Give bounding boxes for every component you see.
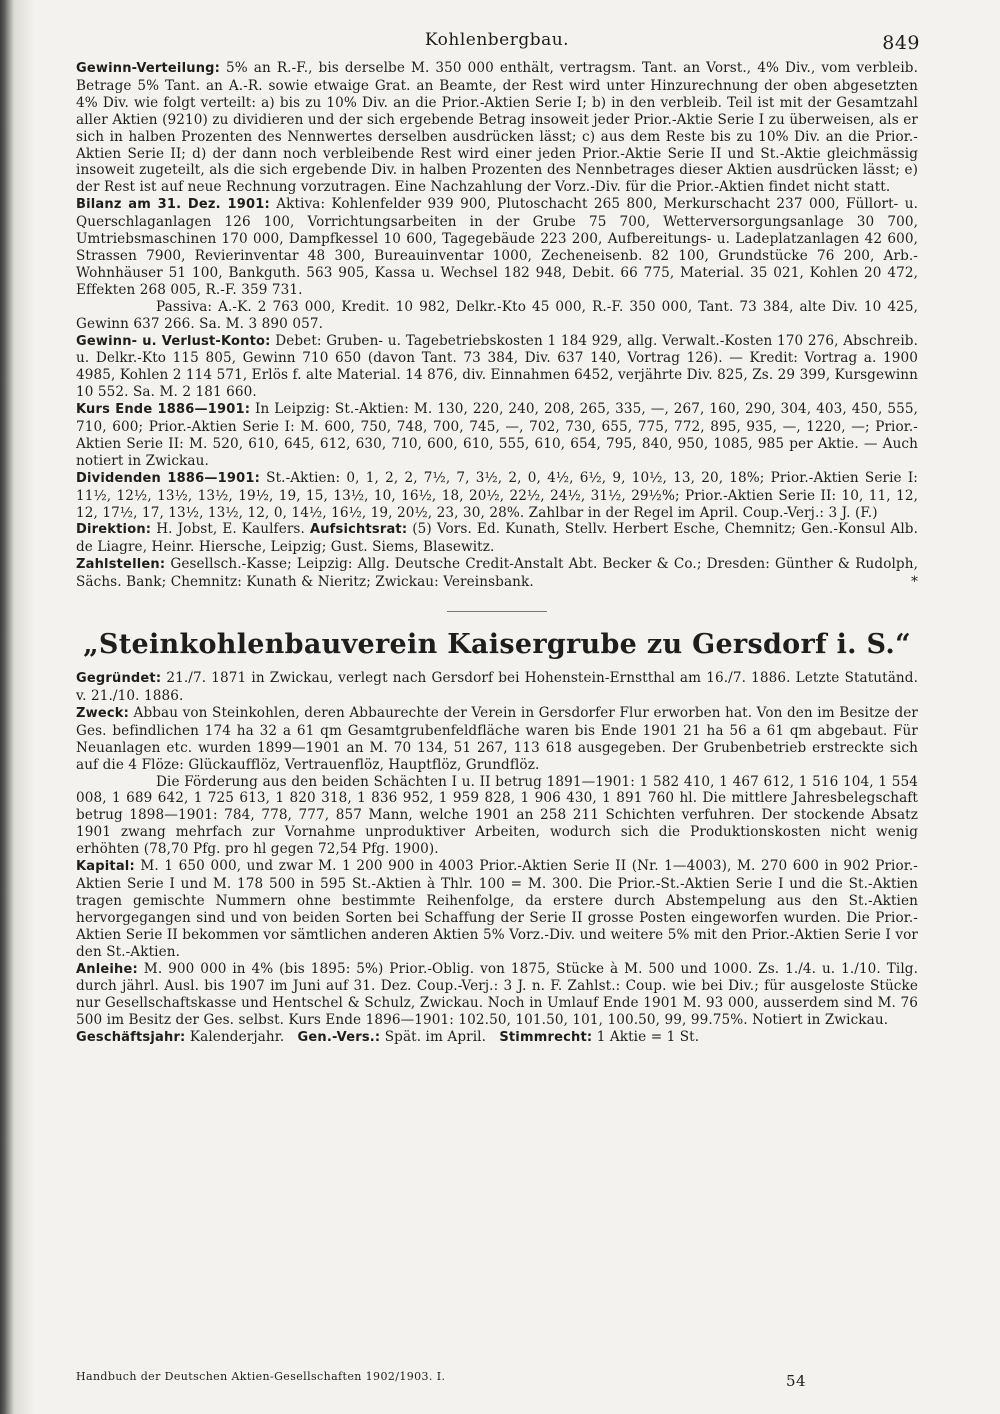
foerderung-text: Die Förderung aus den beiden Schächten I u. II betrug 1891—1901: 1 582 410, 1 467 612, 1 516 104, 1 554 008, 1 689 642, 1 725 613, 1 820 318, 1 836 952, 1 959 828, 1 906 430, 1 891 760 hl. Die mittlere Jahresbelegschaft betrug 1898—1901: 784, 778, 777, 857 Mann, welche 1901 an 258 211 Schichten verfuhren. Der stockende Absatz 1901 zwang mehrfach zur Vornahme unproduktiver Arbeiten, wodurch sich die Produktionskosten nicht wenig erhöhten (78,70 Pfg. pro hl gegen 72,54 Pfg. 1900). <box>76 773 918 858</box>
gegruendet-text: 21./7. 1871 in Zwickau, verlegt nach Gersdorf bei Hohenstein-Ernstthal am 16./7. 1886. Letzte Statutänd. v. 21./10. 1886. <box>76 670 919 704</box>
gewinn-verteilung-label: Gewinn-Verteilung: <box>76 61 221 76</box>
gewinn-verlust-text: Debet: Gruben- u. Tagebetriebskosten 1 184 929, allg. Verwalt.-Kosten 170 276, Abschreib. u. Delkr.-Kto 115 805, Gewinn 710 650 (davon Tant. 73 384, Div. 637 140, Vortrag 126). — Kredit: Vortrag a. 1900 4985, Kohlen 2 114 571, Erlös f. alte Material. 14 876, div. Einnahmen 6452, verjährte Div. 825, Zs. 29 399, Kursgewinn 10 552. Sa. M. 2 181 660. <box>76 332 918 401</box>
zahlstellen-entry <box>76 556 918 591</box>
geschaeftsjahr-label: Geschäftsjahr: <box>76 1030 186 1046</box>
gewinn-verlust-entry <box>76 333 918 402</box>
gewinn-verteilung-text: 5% an R.-F., bis derselbe M. 350 000 enthält, vertragsm. Tant. an Vorst., 4% Div., vom verbleib. Betrage 5% Tant. an A.-R. sowie etwaige Grat. an Beamte, der Rest wird unter Hinzurechnung der oben abgesetzten 4% Div. wie folgt verteilt: a) bis zu 10% Div. an die Prior.-Aktien Serie I; b) in den verbleib. Teil ist mit der Gesamtzahl aller Aktien (9210) zu dividieren und der sich ergebende Betrag insoweit jeder Prior.-Aktie Serie I zu überweisen, als er sich in halben Prozenten des Nennwertes derselben ausdrücken lässt; c) aus dem Reste bis zu 10% Div. an die Prior.-Aktien Serie II; d) der dann noch verbleibende Rest wird einer jeden Prior.-Aktie Serie II und St.-Aktie gleichmässig insoweit zugeteilt, als die sich ergebende Div. in halben Prozenten des Nennbetrages dieser Aktien ausdrücken lässt; e) der Rest ist auf neue Rechnung vorzutragen. Eine Nachzahlung der Vorz.-Div. für die Prior.-Aktien findet nicht statt. <box>76 60 918 196</box>
kapital-text: M. 1 650 000, und zwar M. 1 200 900 in 4003 Prior.-Aktien Serie II (Nr. 1—4003), M. 270 600 in 902 Prior.-Aktien Serie I und M. 178 500 in 595 St.-Aktien à Thlr. 100 = M. 300. Die Prior.-St.-Aktien Serie I und die St.-Aktien tragen gemischte Nummern ohne bestimmte Reihenfolge, da erstere durch Abstempelung aus den St.-Aktien hervorgegangen sind und von beiden Sorten bei Schaffung der Serie II grosse Posten eingeworfen wurden. Die Prior.-Aktien Serie II bekommen vor sämtlichen anderen Aktien 5% Vorz.-Div. und weitere 5% mit den Prior.-Aktien Serie I vor den St.-Aktien. <box>76 858 918 960</box>
anleihe-text: M. 900 000 in 4% (bis 1895: 5%) Prior.-Oblig. von 1875, Stücke à M. 500 und 1000. Zs. 1./4. u. 1./10. Tilg. durch jährl. Ausl. bis 1907 im Juni auf 31. Dez. Coup.-Verj.: 3 J. n. F. Zahlst.: Coup. wie bei Div.; für ausgeloste Stücke nur Gesellschaftskasse und Hentschel & Schulz, Zwickau. Noch in Umlauf Ende 1901 M. 93 000, ausserdem sind M. 76 500 im Besitz der Ges. selbst. Kurs Ende 1896—1901: 102.50, 101.50, 101, 100.50, 99, 99.75%. Notiert in Zwickau. <box>76 960 919 1029</box>
page-header <box>76 30 918 60</box>
aufsichtsrat-text: (5) Vors. Ed. Kunath, Stellv. Herbert Esche, Chemnitz; Gen.-Konsul Alb. de Liagre, Heinr. Hiersche, Leipzig; Gust. Siems, Blasewitz. <box>76 521 919 556</box>
gen-vers-text: Spät. im April. <box>384 1029 487 1046</box>
zweck-entry <box>76 705 918 774</box>
zweck-text: Abbau von Steinkohlen, deren Abbaurechte der Verein in Gersdorfer Flur erworben hat. Von den im Besitze der Ges. befindlichen 174 ha 32 a 61 qm Gesamtgrubenfeldfläche waren bis Ende 1901 21 ha 56 a 61 qm abgebaut. Für Neuanlagen etc. wurden 1899—1901 an M. 70 134, 51 267, 113 618 ausgegeben. Der Grubenbetrieb erstreckte sich auf die 4 Flöze: Glückaufflöz, Vertrauenflöz, Hauptflöz, Grundflöz. <box>76 704 919 773</box>
scan-binding-edge <box>0 0 34 1414</box>
running-title: Kohlenbergbau. <box>424 30 570 50</box>
zweck-label: Zweck: <box>76 705 130 721</box>
anleihe-label: Anleihe: <box>76 961 138 977</box>
kurs-label: Kurs Ende 1886—1901: <box>76 402 251 418</box>
footer-source: Handbuch der Deutschen Aktien-Gesellschaften 1902/1903. I. <box>76 1370 446 1383</box>
geschaeftsjahr-entry <box>76 1029 918 1047</box>
direktion-label: Direktion: <box>76 522 152 538</box>
kapital-entry <box>76 858 918 960</box>
section-divider <box>447 611 547 612</box>
anleihe-entry <box>76 961 918 1030</box>
gen-vers-label: Gen.-Vers.: <box>297 1030 381 1046</box>
direktion-text: H. Jobst, E. Kaulfers. <box>156 521 305 538</box>
bilanz-aktiva-text: Aktiva: Kohlenfelder 939 900, Plutoschacht 265 800, Merkurschacht 237 000, Füllort- u. Querschlaganlagen 126 100, Vorrichtungsarbeiten in der Grube 75 700, Wetterversorgungsanlage 30 700, Umtriebsmaschinen 170 000, Dampfkessel 10 600, Tagegebäude 223 200, Aufbereitungs- u. Ladeplatzanlagen 42 600, Strassen 7900, Revierinventar 48 300, Bureauinventar 1000, Zecheneisenb. 82 100, Grundstücke 76 200, Arb.-Wohnhäuser 51 100, Bankguth. 563 905, Kassa u. Wechsel 182 948, Debit. 66 775, Material. 35 021, Kohlen 20 472, Effekten 268 005, R.-F. 359 731. <box>76 196 918 298</box>
bilanz-entry <box>76 196 918 298</box>
direktion-entry <box>76 521 918 556</box>
page-footer <box>76 1370 918 1390</box>
bilanz-label: Bilanz am 31. Dez. 1901: <box>76 197 270 213</box>
gewinn-verlust-label: Gewinn- u. Verlust-Konto: <box>76 333 271 349</box>
kurs-text: In Leipzig: St.-Aktien: M. 130, 220, 240, 208, 265, 335, —, 267, 160, 290, 304, 403, 450, 555, 710, 600; Prior.-Aktien Serie I: M. 600, 750, 748, 700, 745, —, 702, 730, 655, 775, 772, 895, 935, —, 1220, —; Prior.-Aktien Serie II: M. 520, 610, 645, 612, 630, 710, 600, 610, 555, 610, 654, 795, 840, 950, 1085, 985 per Aktie. — Auch notiert in Zwickau. <box>76 401 918 469</box>
aufsichtsrat-label: Aufsichtsrat: <box>309 522 408 538</box>
bilanz-passiva-entry <box>76 299 918 333</box>
bilanz-passiva-text: Passiva: A.-K. 2 763 000, Kredit. 10 982, Delkr.-Kto 45 000, R.-F. 350 000, Tant. 73 384, alte Div. 10 425, Gewinn 637 266. Sa. M. 3 890 057. <box>76 298 918 332</box>
company-name-heading: „Steinkohlenbauverein Kaisergrube zu Gersdorf i. S.“ <box>83 629 911 661</box>
footnote-star: * <box>911 574 918 591</box>
gegruendet-label: Gegründet: <box>76 671 162 687</box>
kapital-label: Kapital: <box>76 859 135 875</box>
footer-signature: 54 <box>786 1372 806 1390</box>
page-number: 849 <box>882 32 920 54</box>
geschaeftsjahr-text: Kalenderjahr. <box>189 1029 285 1046</box>
gewinn-verteilung-entry <box>76 60 918 196</box>
stimmrecht-label: Stimmrecht: <box>499 1030 593 1046</box>
dividenden-label: Dividenden 1886—1901: <box>76 470 260 486</box>
foerderung-entry <box>76 774 918 859</box>
zahlstellen-text: Gesellsch.-Kasse; Leipzig: Allg. Deutsche Credit-Anstalt Abt. Becker & Co.; Dresden: Günther & Rudolph, Sächs. Bank; Chemnitz: Kunath & Nieritz; Zwickau: Vereinsbank. <box>76 556 918 591</box>
gegruendet-entry <box>76 670 918 705</box>
page <box>76 30 920 1390</box>
kurs-entry <box>76 401 918 470</box>
dividenden-entry <box>76 470 918 522</box>
stimmrecht-text: 1 Aktie = 1 St. <box>596 1029 700 1046</box>
dividenden-text: St.-Aktien: 0, 1, 2, 2, 7½, 7, 3½, 2, 0, 4½, 6½, 9, 10½, 13, 20, 18%; Prior.-Aktien Serie I: 11½, 12½, 13½, 13½, 19½, 19, 15, 13½, 10, 16½, 18, 20½, 22½, 24½, 31½, 29½%; Prior.-Aktien Serie II: 10, 11, 12, 12, 17½, 17, 13½, 13½, 12, 0, 14½, 16½, 19, 20½, 23, 30, 28%. Zahlbar in der Regel im April. Coup.-Verj.: 3 J. (F.) <box>76 469 918 521</box>
zahlstellen-label: Zahlstellen: <box>76 557 166 573</box>
